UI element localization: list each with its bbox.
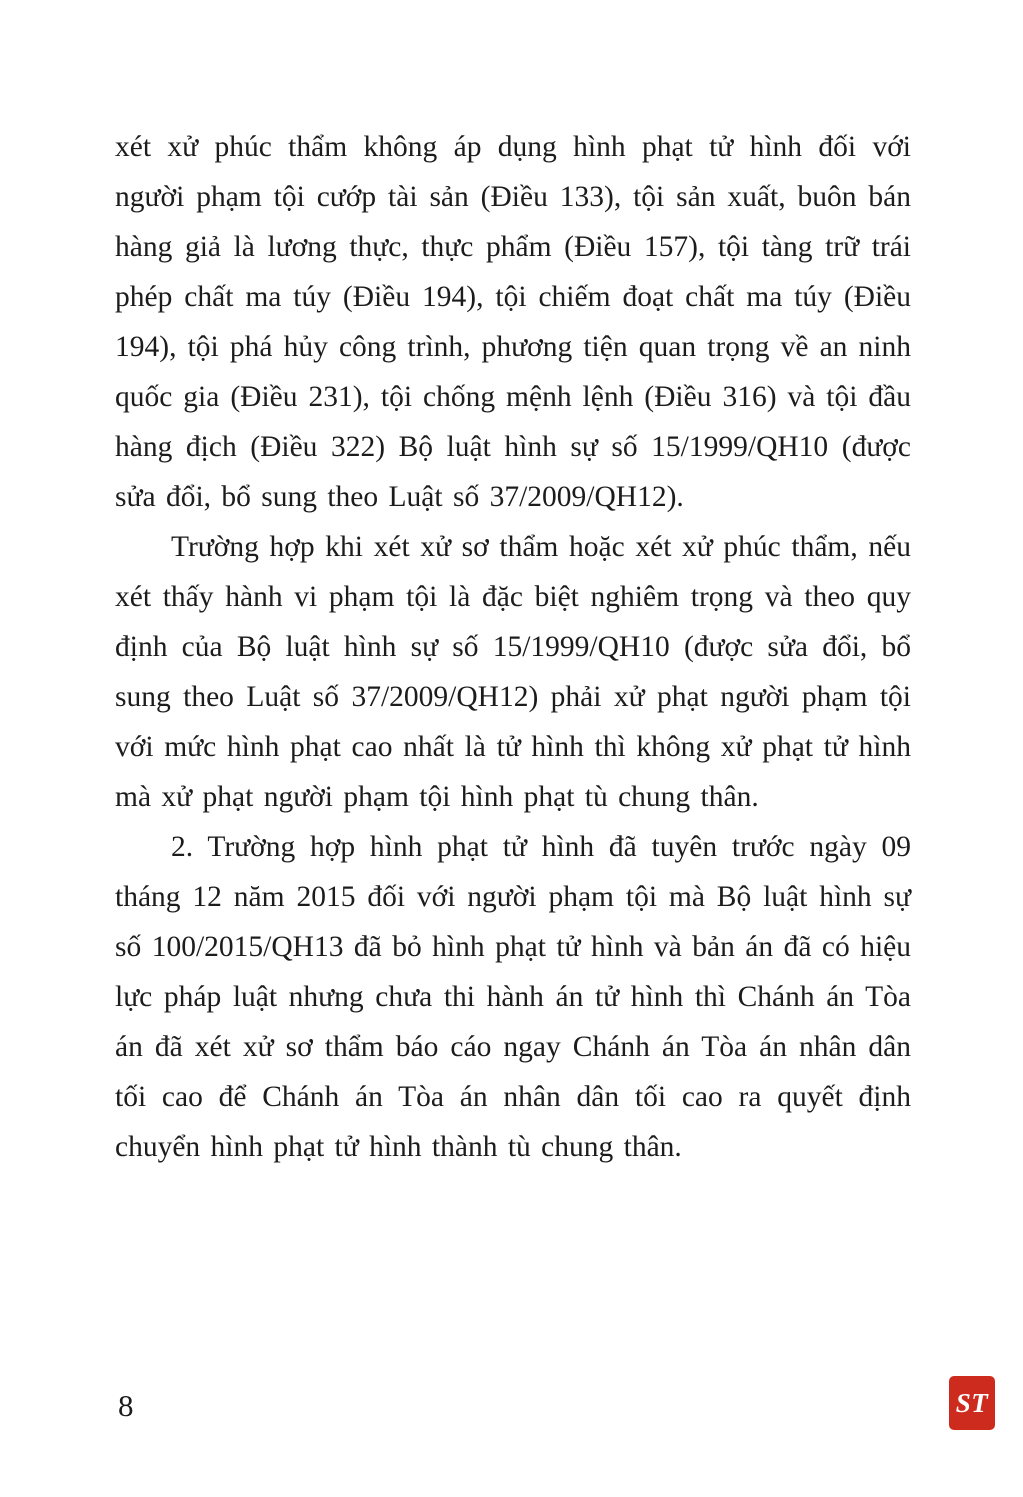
publisher-logo bbox=[949, 1376, 995, 1430]
paragraph: 2. Trường hợp hình phạt tử hình đã tuyên trước ngày 09 tháng 12 năm 2015 đối với người phạm tội mà Bộ luật hình sự số 100/2015/QH13 đã bỏ hình phạt tử hình và bản án đã có hiệu lực pháp luật nhưng chưa thi hành án tử hình thì Chánh án Tòa án đã xét xử sơ thẩm báo cáo ngay Chánh án Tòa án nhân dân tối cao để Chánh án Tòa án nhân dân tối cao ra quyết định chuyển hình phạt tử hình thành tù chung thân. bbox=[115, 831, 911, 1163]
publisher-logo-text: ST bbox=[955, 1387, 989, 1418]
paragraph: Trường hợp khi xét xử sơ thẩm hoặc xét xử phúc thẩm, nếu xét thấy hành vi phạm tội là đặc biệt nghiêm trọng và theo quy định của Bộ luật hình sự số 15/1999/QH10 (được sửa đổi, bổ sung theo Luật số 37/2009/QH12) phải xử phạt người phạm tội với mức hình phạt cao nhất là tử hình thì không xử phạt tử hình mà xử phạt người phạm tội hình phạt tù chung thân. bbox=[115, 531, 911, 813]
paragraph-continuation: xét xử phúc thẩm không áp dụng hình phạt tử hình đối với người phạm tội cướp tài sản (Điều 133), tội sản xuất, buôn bán hàng giả là lương thực, thực phẩm (Điều 157), tội tàng trữ trái phép chất ma túy (Điều 194), tội chiếm đoạt chất ma túy (Điều 194), tội phá hủy công trình, phương tiện quan trọng về an ninh quốc gia (Điều 231), tội chống mệnh lệnh (Điều 316) và tội đầu hàng địch (Điều 322) Bộ luật hình sự số 15/1999/QH10 (được sửa đổi, bổ sung theo Luật số 37/2009/QH12). bbox=[115, 131, 911, 513]
page-body-text bbox=[115, 122, 911, 1172]
page-number: 8 bbox=[118, 1388, 134, 1423]
